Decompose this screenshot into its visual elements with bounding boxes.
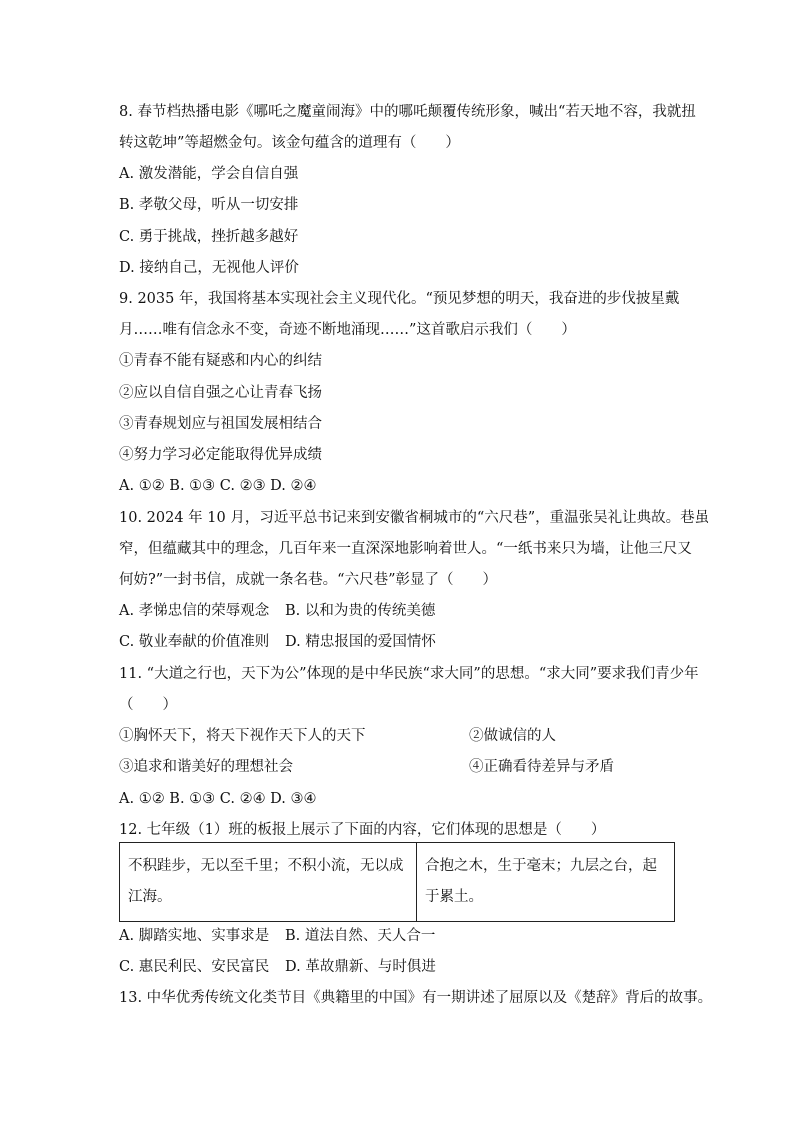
- q10-stem-line2: 窄，但蕴藏其中的理念，几百年来一直深深地影响着世人。“一纸书来只为墙，让他三尺又: [119, 541, 692, 557]
- q12-option-b: B. 道法自然、天人合一: [285, 928, 436, 944]
- q11-statement-4: ④正确看待差异与矛盾: [469, 759, 614, 775]
- q12-quote-table: [119, 842, 675, 922]
- q11-stem-line2: （ ）: [119, 697, 177, 713]
- q9-statement-4: ④努力学习必定能取得优异成绩: [119, 447, 322, 463]
- q12-option-c: C. 惠民利民、安民富民: [119, 959, 270, 975]
- q11-stem-line1: 11. “大道之行也，天下为公”体现的是中华民族“求大同”的思想。“求大同”要求我们青少年: [119, 666, 699, 682]
- q10-option-c: C. 敬业奉献的价值准则: [119, 634, 270, 650]
- q8-option-c: C. 勇于挑战，挫折越多越好: [119, 229, 299, 245]
- q12-option-a: A. 脚踏实地、实事求是: [119, 928, 270, 944]
- q11-statement-3: ③追求和谐美好的理想社会: [119, 759, 293, 775]
- q13-stem-line1: 13. 中华优秀传统文化类节目《典籍里的中国》有一期讲述了屈原以及《楚辞》背后的故事。: [119, 990, 713, 1006]
- q9-statement-3: ③青春规划应与祖国发展相结合: [119, 416, 322, 432]
- q9-options: A. ①② B. ①③ C. ②③ D. ②④: [119, 478, 317, 494]
- q12-option-d: D. 革故鼎新、与时俱进: [285, 959, 436, 975]
- q12-quote-right: 合抱之木，生于毫末；九层之台，起于累土。: [417, 843, 675, 922]
- q9-statement-2: ②应以自信自强之心让青春飞扬: [119, 385, 322, 401]
- q9-stem-line2: 月……唯有信念永不变，奇迹不断地涌现……”这首歌启示我们（ ）: [119, 322, 576, 338]
- table-row: [120, 843, 675, 922]
- q10-stem-line3: 何妨?”一封书信，成就一条名巷。“六尺巷”彰显了（ ）: [119, 572, 498, 588]
- q10-option-a: A. 孝悌忠信的荣辱观念: [119, 603, 270, 619]
- q8-option-a: A. 激发潜能，学会自信自强: [119, 166, 299, 182]
- q11-options: A. ①② B. ①③ C. ②④ D. ③④: [119, 791, 317, 807]
- q10-option-b: B. 以和为贵的传统美德: [285, 603, 436, 619]
- q8-stem-line2: 转这乾坤”等超燃金句。该金句蕴含的道理有（ ）: [119, 135, 460, 151]
- q8-stem-line1: 8. 春节档热播电影《哪吒之魔童闹海》中的哪吒颠覆传统形象，喊出“若天地不容，我就扭: [119, 104, 696, 120]
- q10-stem-line1: 10. 2024 年 10 月，习近平总书记来到安徽省桐城市的“六尺巷”，重温张吴礼让典故。巷虽: [119, 510, 710, 526]
- q12-stem: 12. 七年级（1）班的板报上展示了下面的内容，它们体现的思想是（ ）: [119, 822, 606, 838]
- q10-option-d: D. 精忠报国的爱国情怀: [285, 634, 436, 650]
- q9-statement-1: ①青春不能有疑惑和内心的纠结: [119, 353, 322, 369]
- q11-statement-2: ②做诚信的人: [469, 728, 556, 744]
- q8-option-b: B. 孝敬父母，听从一切安排: [119, 197, 299, 213]
- q9-stem-line1: 9. 2035 年，我国将基本实现社会主义现代化。“预见梦想的明天，我奋进的步伐披星戴: [119, 291, 680, 307]
- q11-statement-1: ①胸怀天下，将天下视作天下人的天下: [119, 728, 366, 744]
- q12-quote-left: 不积跬步，无以至千里；不积小流，无以成江海。: [120, 843, 417, 922]
- q8-option-d: D. 接纳自己，无视他人评价: [119, 260, 299, 276]
